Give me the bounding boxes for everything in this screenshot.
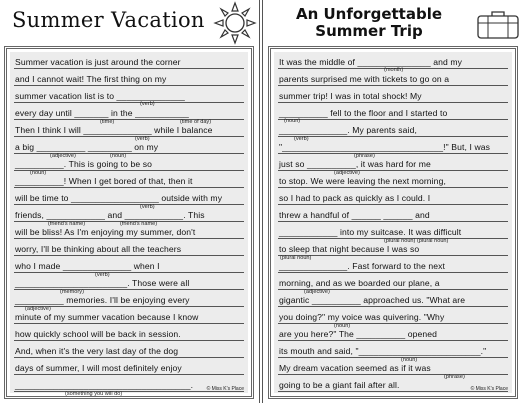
blank-hint: (verb) (95, 272, 110, 278)
blank-hint: (month) (384, 67, 404, 73)
right-line: you doing?" my voice was quivering. "Why (279, 312, 445, 322)
blank-hint: (memory) (60, 289, 84, 295)
blank-hint: (verb) (135, 136, 150, 142)
right-line: just so __________, it was hard for me (279, 159, 431, 169)
blank-hint: (something you will do) (65, 391, 123, 397)
sun-icon (213, 1, 257, 45)
left-line: _______________________. Those were all (15, 278, 190, 288)
blank-hint: (time of day) (180, 119, 212, 125)
right-worksheet (264, 0, 522, 403)
right-line: threw a handful of ______ ______ and (279, 210, 430, 220)
right-line: ______________. Fast forward to the next (279, 261, 445, 271)
left-line: minute of my summer vacation because I know (15, 312, 199, 322)
blank-hint: (plural noun) (280, 255, 312, 261)
right-title-line-1: An Unforgettable (295, 5, 443, 23)
right-credit: © Miss K's Place (470, 386, 508, 392)
left-worksheet (0, 0, 258, 403)
right-line: are you here?" The __________ opened (279, 329, 437, 339)
right-line: "_________________________________!" But, I was (279, 142, 491, 152)
left-text-frame (4, 46, 254, 399)
right-line: morning, and as we boarded our plane, a (279, 278, 440, 288)
right-line: summer trip! I was in total shock! My (279, 91, 422, 101)
blank-hint: (time) (100, 119, 115, 125)
page-divider (259, 0, 263, 403)
left-line: will be bliss! As I'm enjoying my summer, don't (15, 227, 196, 237)
blank-hint: (adjective) (304, 289, 330, 295)
right-line: gigantic __________ approached us. "What are (279, 295, 466, 305)
left-line: and I cannot wait! The first thing on my (15, 74, 167, 84)
left-line: ____________________________________. (15, 380, 194, 390)
right-line: its mouth and said, "_________________________." (279, 346, 487, 356)
left-line: __________ memories. I'll be enjoying every (15, 295, 190, 305)
right-lined-area (274, 52, 512, 393)
left-line: a big __________ _________ on my (15, 142, 159, 152)
blank-hint: (verb) (140, 101, 155, 107)
blank-hint: (verb) (294, 136, 309, 142)
blank-hint: (noun) (401, 357, 418, 363)
blank-hint: (plural noun) (417, 238, 449, 244)
left-line: will be time to __________________ outside with my (15, 193, 223, 203)
left-line: friends, ____________ and ____________. This (15, 210, 205, 220)
left-line: every day until _______ in the ___________ (15, 108, 189, 118)
left-line: worry, I'll be thinking about all the teachers (15, 244, 182, 254)
left-line: Summer vacation is just around the corner (15, 57, 181, 67)
left-line: who I made ______________ when I (15, 261, 160, 271)
right-line: going to be a giant fail after all. (279, 380, 400, 390)
right-line: so I had to pack as quickly as I could. I (279, 193, 431, 203)
left-line: days of summer, I will most definitely enjoy (15, 363, 182, 373)
left-lined-area (10, 52, 248, 397)
blank-hint: (noun) (284, 118, 301, 124)
left-line: __________. This is going to be so (15, 159, 153, 169)
right-line: __________ fell to the floor and I started to (279, 108, 448, 118)
left-line: And, when it's the very last day of the dog (15, 346, 179, 356)
left-line: Then I think I will ______________ while I balance (15, 125, 213, 135)
blank-hint: (adjective) (334, 170, 360, 176)
right-line: It was the middle of _______________ and my (279, 57, 462, 67)
blank-hint: (plural noun) (384, 238, 416, 244)
blank-hint: (noun) (30, 170, 47, 176)
right-line: My dream vacation seemed as if it was (279, 363, 431, 373)
right-title-line-2: Summer Trip (315, 22, 423, 40)
right-line: ____________ into my suitcase. It was difficult (279, 227, 462, 237)
right-line: ______________. My parents said, (279, 125, 417, 135)
right-line: parents surprised me with tickets to go on a (279, 74, 450, 84)
blank-hint: (friend's name) (48, 221, 86, 227)
blank-hint: (noun) (334, 323, 351, 329)
blank-hint: (friend's name) (120, 221, 158, 227)
left-line: how quickly school will be back in session. (15, 329, 181, 339)
left-line: summer vacation list is to ______________ (15, 91, 185, 101)
right-text-frame (268, 46, 518, 399)
left-title: Summer Vacation (12, 8, 205, 32)
blank-hint: (noun) (110, 153, 127, 159)
left-line: __________! When I get bored of that, then it (15, 176, 193, 186)
blank-hint: (verb) (140, 204, 155, 210)
suitcase-icon (476, 8, 520, 40)
blank-hint: (phrase) (354, 153, 375, 159)
blank-hint: (adjective) (50, 153, 76, 159)
blank-hint: (adjective) (25, 306, 51, 312)
right-line: to stop. We were leaving the next morning, (279, 176, 446, 186)
left-credit: © Miss K's Place (206, 386, 244, 392)
blank-hint: (phrase) (444, 374, 465, 380)
right-line: to sleep that night because I was so (279, 244, 420, 254)
right-title (264, 6, 474, 40)
